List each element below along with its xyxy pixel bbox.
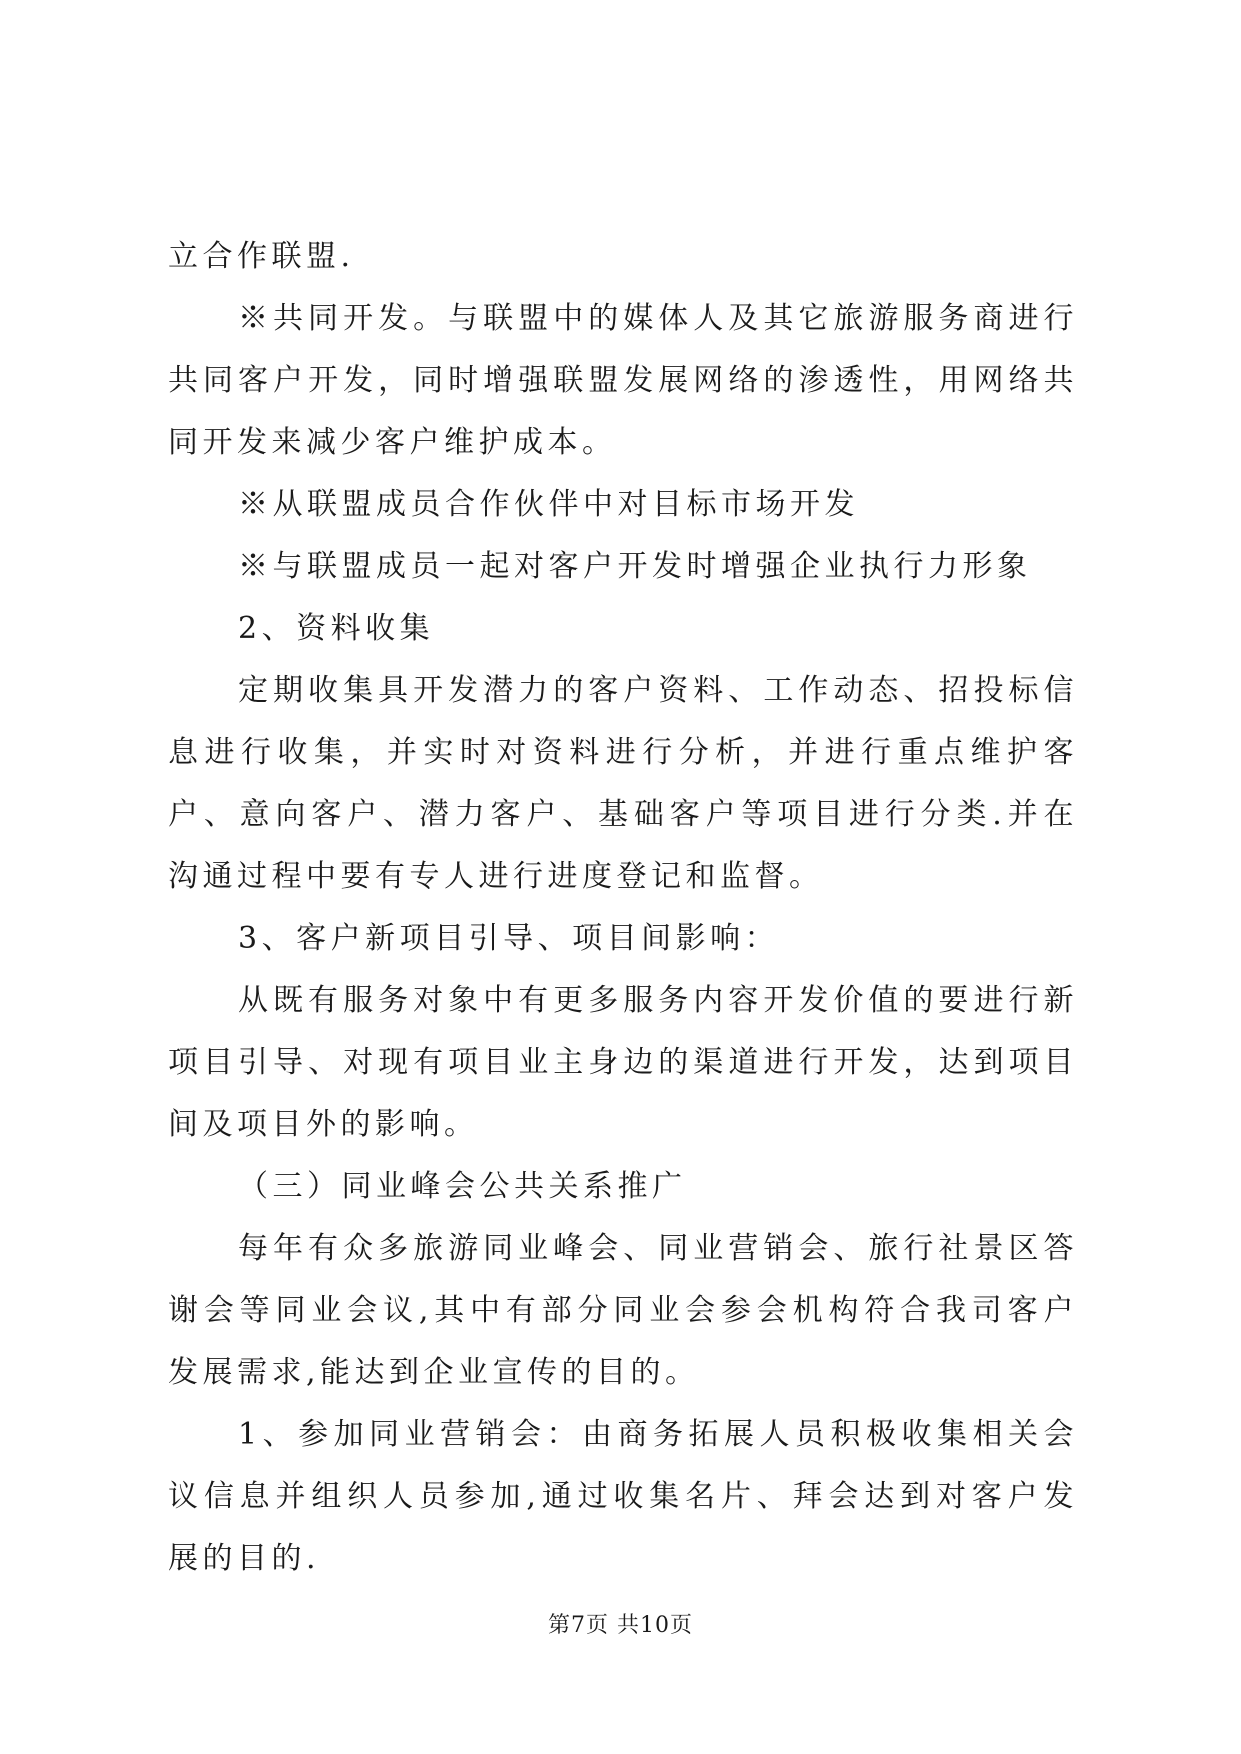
paragraph-executive-image: ※与联盟成员一起对客户开发时增强企业执行力形象 bbox=[238, 549, 1032, 584]
page-footer: 第7页 共10页 bbox=[548, 1613, 693, 1638]
paragraph-new-project-guidance: 从既有服务对象中有更多服务内容开发价值的要进行新项目引导、对现有项目业主身边的渠道进行开发，达到项目间及项目外的影响。 bbox=[168, 983, 1078, 1142]
paragraph-continuation: 立合作联盟. bbox=[168, 239, 355, 274]
paragraph-target-market: ※从联盟成员合作伙伴中对目标市场开发 bbox=[238, 487, 859, 522]
heading-industry-summit: （三）同业峰会公共关系推广 bbox=[238, 1169, 687, 1204]
heading-data-collection: 2、资料收集 bbox=[238, 611, 435, 646]
document-body bbox=[168, 226, 1078, 1590]
heading-new-project-guidance: 3、客户新项目引导、项目间影响： bbox=[238, 921, 780, 956]
paragraph-joint-development: ※共同开发。与联盟中的媒体人及其它旅游服务商进行共同客户开发，同时增强联盟发展网络的渗透性，用网络共同开发来减少客户维护成本。 bbox=[168, 301, 1078, 460]
paragraph-data-collection: 定期收集具开发潜力的客户资料、工作动态、招投标信息进行收集，并实时对资料进行分析，并进行重点维护客户、意向客户、潜力客户、基础客户等项目进行分类.并在沟通过程中要有专人进行进度登记和监督。 bbox=[168, 673, 1078, 894]
paragraph-industry-summit: 每年有众多旅游同业峰会、同业营销会、旅行社景区答谢会等同业会议,其中有部分同业会参会机构符合我司客户发展需求,能达到企业宣传的目的。 bbox=[168, 1231, 1078, 1390]
paragraph-marketing-meeting: 1、参加同业营销会：由商务拓展人员积极收集相关会议信息并组织人员参加,通过收集名片、拜会达到对客户发展的目的. bbox=[168, 1417, 1078, 1576]
